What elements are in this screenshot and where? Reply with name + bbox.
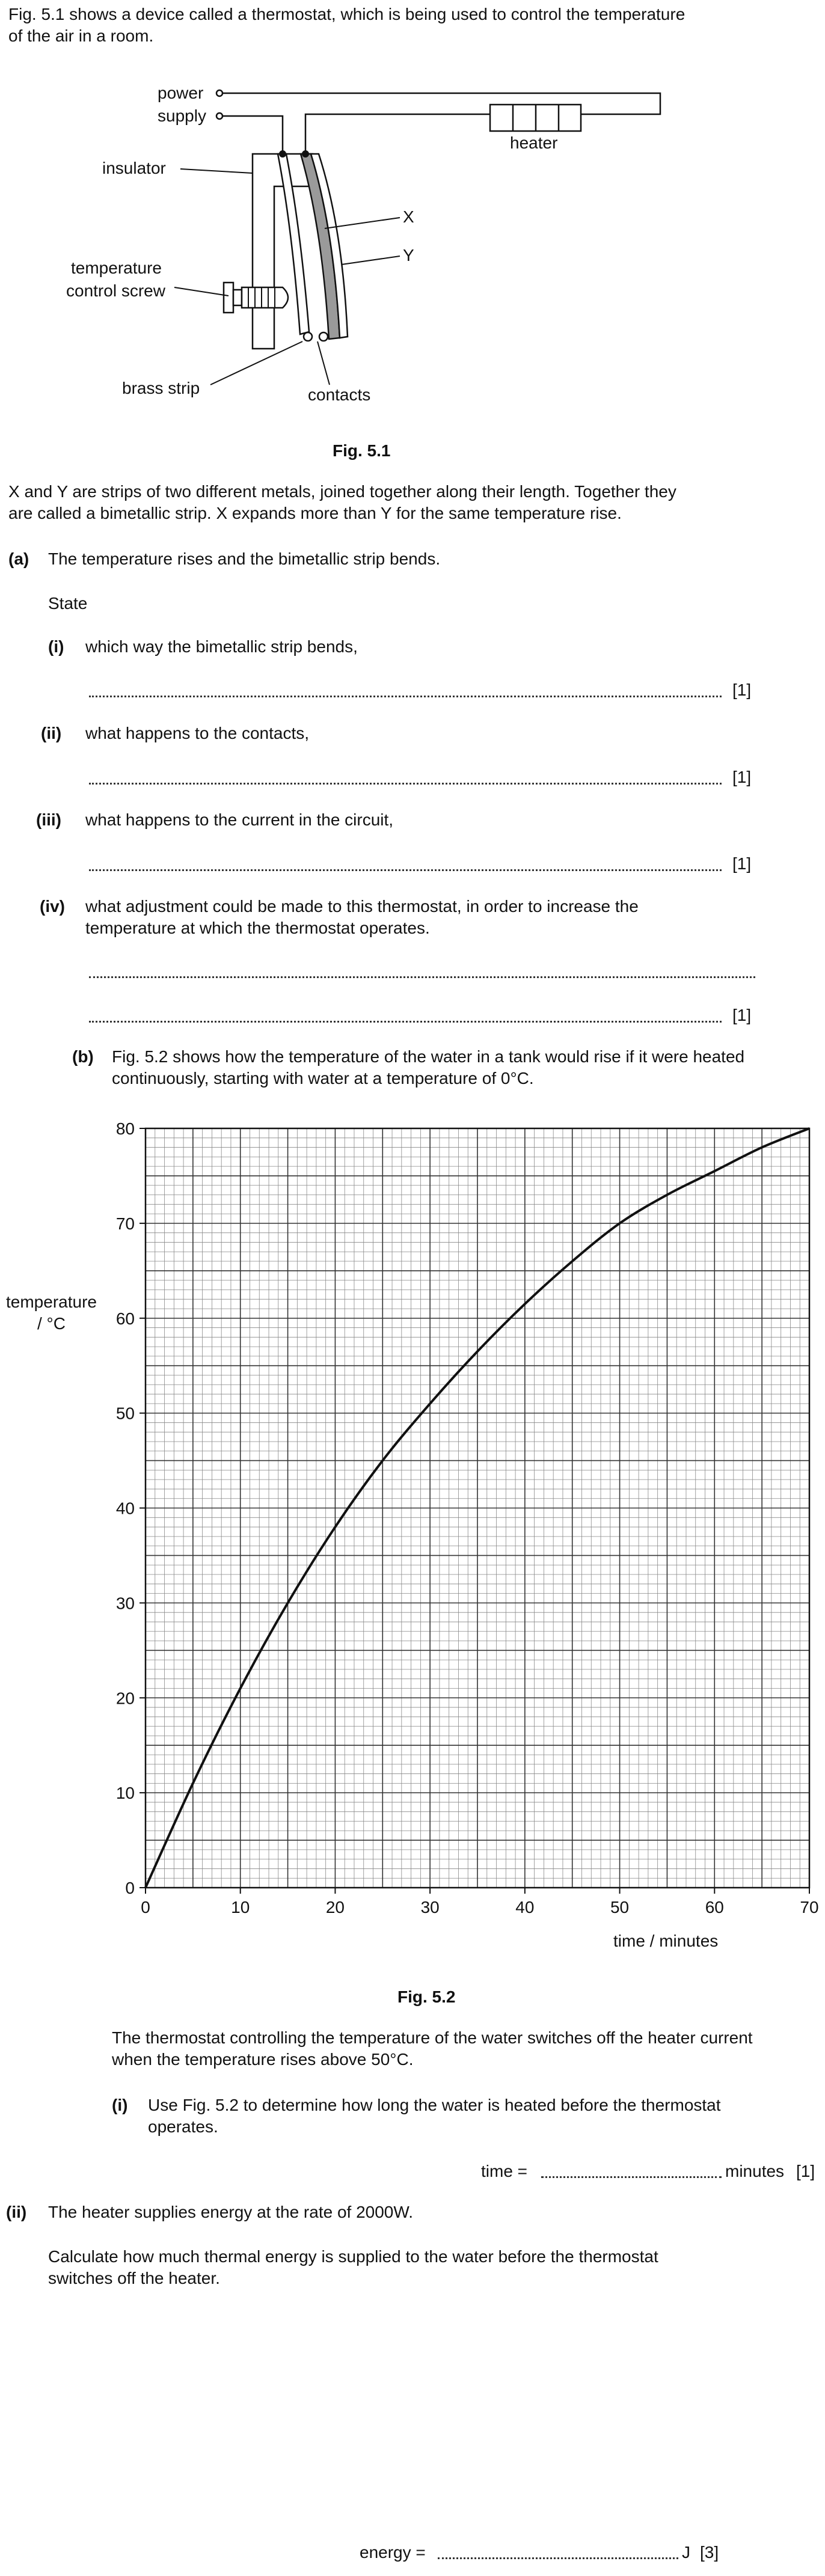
y-axis-label-line-1: temperature (6, 1293, 97, 1311)
part-b-line-1: Fig. 5.2 shows how the temperature of the water in a tank would rise if it were heated (112, 1047, 745, 1066)
power-terminal (216, 90, 222, 96)
description-line-1: X and Y are strips of two different metals, joined together along their length. Together they (8, 482, 676, 501)
b-ii-marks: [3] (700, 2543, 719, 2562)
part-a-text: The temperature rises and the bimetallic strip bends. (48, 549, 441, 568)
brass-strip-label: brass strip (122, 379, 200, 397)
y-label: Y (403, 246, 414, 265)
contacts-label: contacts (308, 385, 371, 404)
b-text-line-1: The thermostat controlling the temperature of the water switches off the heater current (112, 2028, 753, 2047)
b-ii-line-2: Calculate how much thermal energy is supplied to the water before the thermostat (48, 2247, 658, 2266)
heater (490, 105, 581, 131)
thermostat-diagram (0, 78, 825, 415)
y-tick-label: 10 (115, 1784, 135, 1803)
x-tick-label: 0 (141, 1898, 150, 1917)
description-line-2: are called a bimetallic strip. X expands more than Y for the same temperature rise. (8, 504, 622, 522)
q-i-text: which way the bimetallic strip bends, (85, 637, 358, 656)
q-ii-number: (ii) (41, 724, 62, 742)
q-iv-text-line-1: what adjustment could be made to this thermostat, in order to increase the (85, 897, 639, 916)
b-i-marks: [1] (796, 2162, 815, 2180)
q-iv-number: (iv) (40, 897, 65, 916)
q-iv-text-line-2: temperature at which the thermostat operates. (85, 919, 430, 937)
y-tick-label: 50 (115, 1404, 135, 1423)
b-text-line-2: when the temperature rises above 50°C. (112, 2050, 414, 2069)
answer-line-iv-1[interactable] (89, 976, 755, 978)
temperature-control-screw (224, 283, 288, 313)
intro-line-2: of the air in a room. (8, 26, 154, 45)
y-tick-label: 80 (115, 1119, 135, 1138)
brass-strip-connection (279, 150, 286, 158)
heater-label: heater (510, 133, 558, 152)
contact-bimetal (319, 332, 328, 341)
x-tick-label: 50 (610, 1898, 630, 1917)
x-tick-label: 20 (325, 1898, 345, 1917)
q-iii-text: what happens to the current in the circuit, (85, 810, 394, 829)
supply-label: supply (158, 106, 206, 125)
q-ii-text: what happens to the contacts, (85, 724, 310, 742)
wire-power (222, 93, 660, 114)
energy-answer-label: energy = (360, 2543, 426, 2562)
y-leader (342, 256, 400, 265)
part-b-label: (b) (72, 1047, 94, 1066)
b-ii-line-1: The heater supplies energy at the rate of 2000W. (48, 2203, 414, 2221)
fig-5-2-caption: Fig. 5.2 (397, 1987, 456, 2006)
answer-line-i[interactable] (89, 696, 722, 697)
time-answer-field[interactable] (541, 2176, 722, 2178)
part-b-line-2: continuously, starting with water at a temperature of 0°C. (112, 1069, 534, 1088)
part-a-label: (a) (8, 549, 29, 568)
time-answer-unit: minutes (725, 2162, 785, 2180)
temp-control-label-2: control screw (66, 281, 165, 300)
supply-terminal (216, 113, 222, 119)
bimetal-connection (302, 150, 309, 158)
q-i-marks: [1] (732, 681, 752, 699)
x-label: X (403, 207, 414, 226)
wire-supply (222, 116, 283, 154)
energy-answer-field[interactable] (438, 2557, 678, 2559)
power-label: power (158, 84, 204, 102)
q-ii-marks: [1] (732, 768, 752, 786)
b-i-number: (i) (112, 2096, 128, 2114)
q-i-number: (i) (48, 637, 64, 656)
y-tick-label: 70 (115, 1214, 135, 1233)
q-iii-marks: [1] (732, 854, 752, 873)
y-tick-label: 0 (125, 1879, 135, 1897)
b-i-line-1: Use Fig. 5.2 to determine how long the water is heated before the thermostat (148, 2096, 721, 2114)
x-tick-label: 70 (800, 1898, 819, 1917)
y-tick-label: 30 (115, 1594, 135, 1613)
time-answer-label: time = (481, 2162, 528, 2180)
contacts-leader (317, 341, 330, 385)
y-tick-label: 60 (115, 1309, 135, 1328)
x-tick-label: 60 (705, 1898, 724, 1917)
y-axis-label-line-2: / °C (37, 1314, 66, 1333)
insulator-label: insulator (102, 159, 166, 177)
q-iv-marks: [1] (732, 1006, 752, 1024)
wire-heater-to-strip (305, 114, 490, 154)
x-tick-label: 40 (515, 1898, 535, 1917)
fig-5-1-caption: Fig. 5.1 (333, 441, 391, 460)
b-ii-line-3: switches off the heater. (48, 2269, 220, 2287)
y-tick-label: 20 (115, 1689, 135, 1708)
b-i-line-2: operates. (148, 2117, 218, 2136)
energy-answer-unit: J (682, 2543, 690, 2562)
insulator-leader (180, 169, 253, 173)
b-ii-number: (ii) (6, 2203, 27, 2221)
answer-line-iv-2[interactable] (89, 1021, 722, 1023)
q-iii-number: (iii) (36, 810, 61, 829)
x-tick-label: 30 (420, 1898, 440, 1917)
contact-brass (304, 332, 312, 341)
answer-line-iii[interactable] (89, 869, 722, 871)
answer-line-ii[interactable] (89, 783, 722, 785)
intro-line-1: Fig. 5.1 shows a device called a thermostat, which is being used to control the temperature (8, 5, 685, 23)
y-tick-label: 40 (115, 1499, 135, 1518)
x-tick-label: 10 (231, 1898, 250, 1917)
screw-leader (174, 287, 228, 296)
state-text: State (48, 594, 88, 613)
temperature-time-graph (0, 1112, 825, 1966)
temp-control-label-1: temperature (71, 259, 162, 277)
x-axis-label: time / minutes (613, 1932, 719, 1950)
